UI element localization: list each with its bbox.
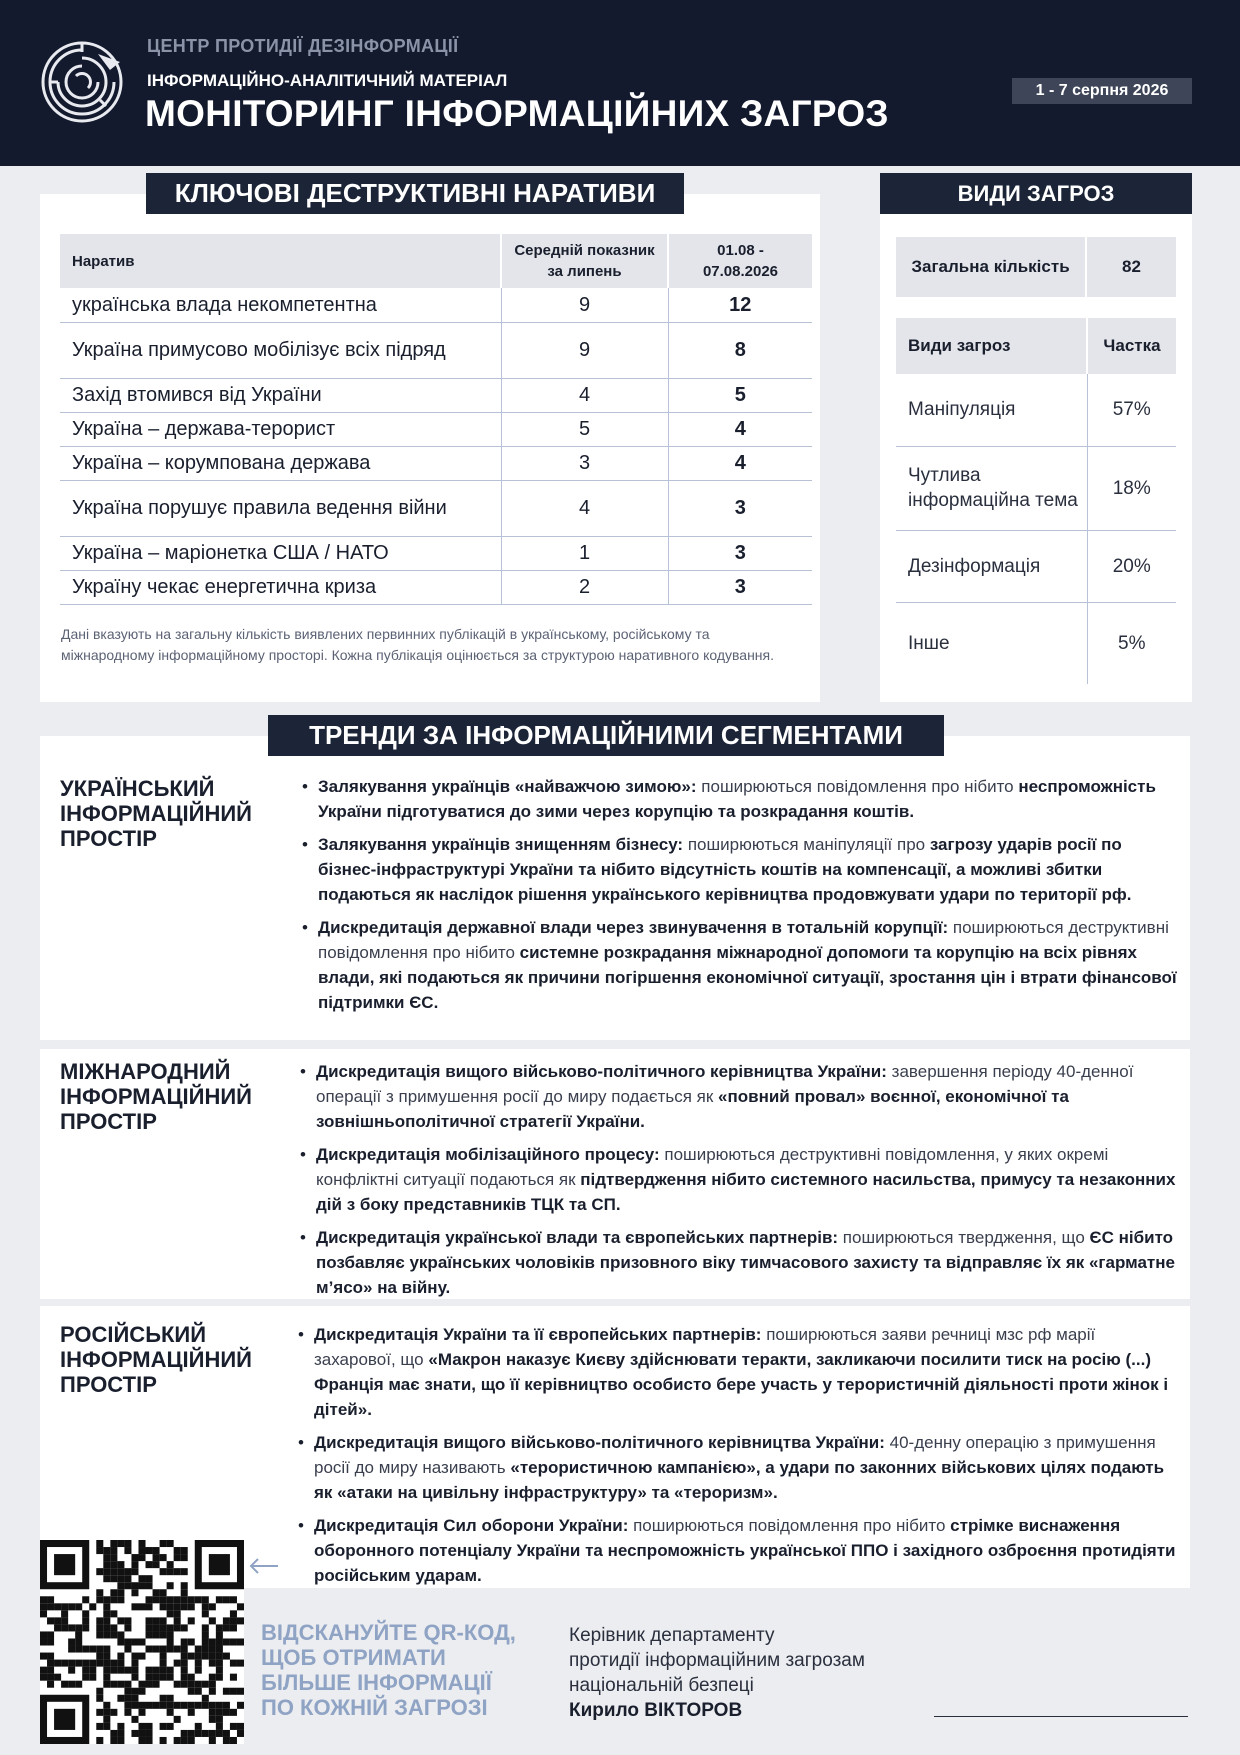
bullet-bold-text: Залякування українців знищенням бізнесу: bbox=[318, 835, 684, 854]
trends-heading: ТРЕНДИ ЗА ІНФОРМАЦІЙНИМИ СЕГМЕНТАМИ bbox=[268, 715, 944, 756]
bullet-bold-text: «Макрон наказує Києву здійснювати теракти, закликаючи посилити тиск на росію (...) Франція має знати, що її керівництво особисто бере участь у терористичній діяльності проти жінок і дітей». bbox=[314, 1350, 1169, 1419]
bullet-bold-text: «повний провал» воєнної, економічної та зовнішньополітичної стратегії України. bbox=[316, 1087, 1069, 1131]
bullet-text: поширюються заяви речниці мзс рф марії захарової, що bbox=[314, 1325, 1096, 1369]
narrative-name: Україна – корумпована держава bbox=[60, 446, 501, 480]
segment-title: МІЖНАРОДНИЙ ІНФОРМАЦІЙНИЙ ПРОСТІР bbox=[60, 1059, 252, 1134]
narrative-avg: 2 bbox=[501, 570, 668, 604]
threat-share: 20% bbox=[1087, 530, 1176, 602]
bullet-text: 40-денну операцію з примушення росії до миру називають bbox=[314, 1433, 1156, 1477]
col-narrative: Наратив bbox=[60, 234, 501, 288]
bullet-bold-text: підтвердження нібито системного насильства, примусу та незаконних дій з боку представників ТЦК та СП. bbox=[316, 1170, 1176, 1214]
bullet-text: поширюються деструктивні повідомлення, у яких окремі конфліктні ситуації подаються як bbox=[316, 1145, 1109, 1189]
signer-title-line: протидії інформаційним загрозам bbox=[569, 1650, 865, 1671]
qr-caption bbox=[261, 1620, 516, 1720]
list-item bbox=[302, 774, 1182, 824]
bullet-bold-text: загрозу ударів росії по бізнес-інфраструктурі України та нібито відсутність коштів на компенсації, а можливі збитки подаються як наслідок рішення українського керівництва продовжувати удари по території рф. bbox=[318, 835, 1132, 904]
narrative-name: Україна – маріонетка США / НАТО bbox=[60, 536, 501, 570]
narrative-week: 3 bbox=[668, 480, 812, 536]
bullet-text: поширюються повідомлення про нібито bbox=[628, 1516, 951, 1535]
maze-globe-logo-icon bbox=[40, 40, 124, 124]
table-row bbox=[60, 536, 812, 570]
narrative-name: Україну чекає енергетична криза bbox=[60, 570, 501, 604]
segment-ukrainian bbox=[40, 736, 1190, 1040]
threats-total-value: 82 bbox=[1122, 257, 1141, 276]
table-row bbox=[896, 602, 1176, 684]
bullet-text: поширюються повідомлення про нібито bbox=[696, 777, 1019, 796]
segment-title: УКРАЇНСЬКИЙ ІНФОРМАЦІЙНИЙ ПРОСТІР bbox=[60, 776, 252, 851]
threats-table bbox=[896, 318, 1176, 684]
narrative-name: Україна примусово мобілізує всіх підряд bbox=[60, 322, 501, 378]
threat-type: Інше bbox=[896, 602, 1087, 684]
narrative-week: 3 bbox=[668, 536, 812, 570]
narrative-name: українська влада некомпетентна bbox=[60, 288, 501, 322]
narrative-avg: 3 bbox=[501, 446, 668, 480]
bullet-text: завершення періоду 40-денної операції з примушення росії до миру подається як bbox=[316, 1062, 1134, 1106]
document-title: МОНІТОРИНГ ІНФОРМАЦІЙНИХ ЗАГРОЗ bbox=[145, 93, 889, 134]
list-item bbox=[300, 1059, 1180, 1134]
qr-caption-line: ВІДСКАНУЙТЕ QR-КОД, bbox=[261, 1620, 516, 1645]
bullet-bold-text: Дискредитація вищого військово-політичного керівництва України: bbox=[314, 1433, 885, 1452]
table-row bbox=[60, 412, 812, 446]
bullet-text: поширюються твердження, що bbox=[838, 1228, 1090, 1247]
narrative-avg: 9 bbox=[501, 288, 668, 322]
list-item bbox=[300, 1142, 1180, 1217]
threat-share: 5% bbox=[1118, 632, 1146, 654]
signature-line bbox=[934, 1716, 1188, 1717]
bullet-bold-text: Дискредитація Сил оборони України: bbox=[314, 1516, 629, 1535]
signer-title-line: Керівник департаменту bbox=[569, 1625, 775, 1646]
narrative-name: Україна порушує правила ведення війни bbox=[60, 480, 501, 536]
col-avg: Середній показник за липень bbox=[501, 234, 668, 288]
narrative-avg: 5 bbox=[501, 412, 668, 446]
narrative-avg: 9 bbox=[501, 322, 668, 378]
qr-caption-line: ПО КОЖНІЙ ЗАГРОЗІ bbox=[261, 1695, 488, 1720]
list-item bbox=[298, 1430, 1178, 1505]
organization-name: ЦЕНТР ПРОТИДІЇ ДЕЗІНФОРМАЦІЇ bbox=[147, 36, 459, 56]
table-row bbox=[60, 570, 812, 604]
bullet-bold-text: Дискредитація державної влади через звинувачення в тотальній корупції: bbox=[318, 918, 949, 937]
list-item bbox=[298, 1513, 1178, 1588]
table-row bbox=[896, 446, 1176, 530]
col-threat-share: Частка bbox=[1087, 318, 1176, 374]
threats-heading: ВИДИ ЗАГРОЗ bbox=[880, 173, 1192, 214]
bullet-bold-text: Дискредитація України та її європейських партнерів: bbox=[314, 1325, 762, 1344]
qr-caption-line: ЩОБ ОТРИМАТИ bbox=[261, 1645, 446, 1670]
narrative-name: Україна – держава-терорист bbox=[60, 412, 501, 446]
table-row bbox=[896, 374, 1176, 446]
threat-share: 18% bbox=[1087, 446, 1176, 530]
signer-name: Кирило ВІКТОРОВ bbox=[569, 1700, 743, 1721]
qr-caption-line: БІЛЬШЕ ІНФОРМАЦІЇ bbox=[261, 1670, 492, 1695]
threat-share: 57% bbox=[1087, 374, 1176, 446]
list-item bbox=[300, 1225, 1180, 1300]
list-item bbox=[302, 915, 1182, 1015]
list-item bbox=[298, 1322, 1178, 1422]
segment-international bbox=[40, 1049, 1190, 1299]
table-row bbox=[60, 288, 812, 322]
narratives-note: Дані вказують на загальну кількість виявлених первинних публікацій в українському, російському та міжнародному інформаційному просторі. Кожна публікація оцінюється за структурою наративного кодування. bbox=[61, 626, 775, 663]
narrative-avg: 1 bbox=[501, 536, 668, 570]
bullet-bold-text: неспроможність України підготуватися до зими через корупцію та розкрадання коштів. bbox=[318, 777, 1156, 821]
narrative-avg: 4 bbox=[501, 480, 668, 536]
bullet-bold-text: Дискредитація вищого військово-політичного керівництва України: bbox=[316, 1062, 887, 1081]
document-subtitle: ІНФОРМАЦІЙНО-АНАЛІТИЧНИЙ МАТЕРІАЛ bbox=[147, 71, 508, 90]
signer-title-line: національній безпеці bbox=[569, 1675, 754, 1696]
bullet-text: поширюються маніпуляції про bbox=[683, 835, 930, 854]
table-row bbox=[60, 378, 812, 412]
table-row bbox=[60, 480, 812, 536]
threat-type: Чутлива інформаційна тема bbox=[896, 446, 1087, 530]
narrative-avg: 4 bbox=[501, 378, 668, 412]
table-row bbox=[60, 446, 812, 480]
threat-type: Маніпуляція bbox=[896, 374, 1087, 446]
narratives-heading: КЛЮЧОВІ ДЕСТРУКТИВНІ НАРАТИВИ bbox=[146, 173, 684, 214]
narrative-week: 4 bbox=[668, 446, 812, 480]
narratives-table bbox=[60, 234, 812, 605]
list-item bbox=[302, 832, 1182, 907]
narrative-name: Захід втомився від України bbox=[60, 378, 501, 412]
bullet-bold-text: Дискредитація української влади та європейських партнерів: bbox=[316, 1228, 839, 1247]
threats-total-label: Загальна кількість bbox=[896, 237, 1087, 297]
threats-total bbox=[896, 237, 1176, 297]
date-badge: 1 - 7 серпня 2026 bbox=[1012, 78, 1192, 104]
table-row bbox=[896, 530, 1176, 602]
narrative-week: 12 bbox=[668, 288, 812, 322]
bullet-bold-text: системне розкрадання міжнародної допомоги та корупцію на всіх рівнях влади, які подаються як причини погіршення економічної ситуації, зростання цін і втрати фінансової підтримки ЄС. bbox=[318, 943, 1177, 1012]
bullet-text: поширюються деструктивні повідомлення про нібито bbox=[318, 918, 1169, 962]
table-row bbox=[60, 322, 812, 378]
col-period: 01.08 - 07.08.2026 bbox=[668, 234, 812, 288]
bullet-bold-text: ЄС нібито позбавляє українських чоловіків призовного віку тимчасового захисту та відправляє їх як «гарматне м’ясо» на війну. bbox=[316, 1228, 1175, 1297]
bullet-bold-text: Залякування українців «найважчою зимою»: bbox=[318, 777, 697, 796]
segment-list bbox=[300, 1059, 1180, 1308]
qr-code-icon[interactable] bbox=[40, 1540, 244, 1744]
segment-title: РОСІЙСЬКИЙ ІНФОРМАЦІЙНИЙ ПРОСТІР bbox=[60, 1322, 252, 1397]
header bbox=[0, 0, 1240, 166]
col-threat-type: Види загроз bbox=[896, 318, 1087, 374]
narrative-week: 8 bbox=[668, 322, 812, 378]
signature-block bbox=[569, 1623, 865, 1723]
arrow-left-icon bbox=[248, 1556, 278, 1576]
segment-list bbox=[298, 1322, 1178, 1596]
bullet-bold-text: Дискредитація мобілізаційного процесу: bbox=[316, 1145, 660, 1164]
segment-list bbox=[302, 774, 1182, 1023]
threat-type: Дезінформація bbox=[896, 530, 1087, 602]
narrative-week: 4 bbox=[668, 412, 812, 446]
narrative-week: 5 bbox=[668, 378, 812, 412]
narrative-week: 3 bbox=[668, 570, 812, 604]
bullet-bold-text: «терористичною кампанією», а удари по законних військових цілях подають як «атаки на цивільну інфраструктуру» та «тероризм». bbox=[314, 1458, 1165, 1502]
bullet-bold-text: стрімке виснаження оборонного потенціалу України та неспроможність української ППО і західного озброєння протидіяти російським ударам. bbox=[314, 1516, 1176, 1585]
